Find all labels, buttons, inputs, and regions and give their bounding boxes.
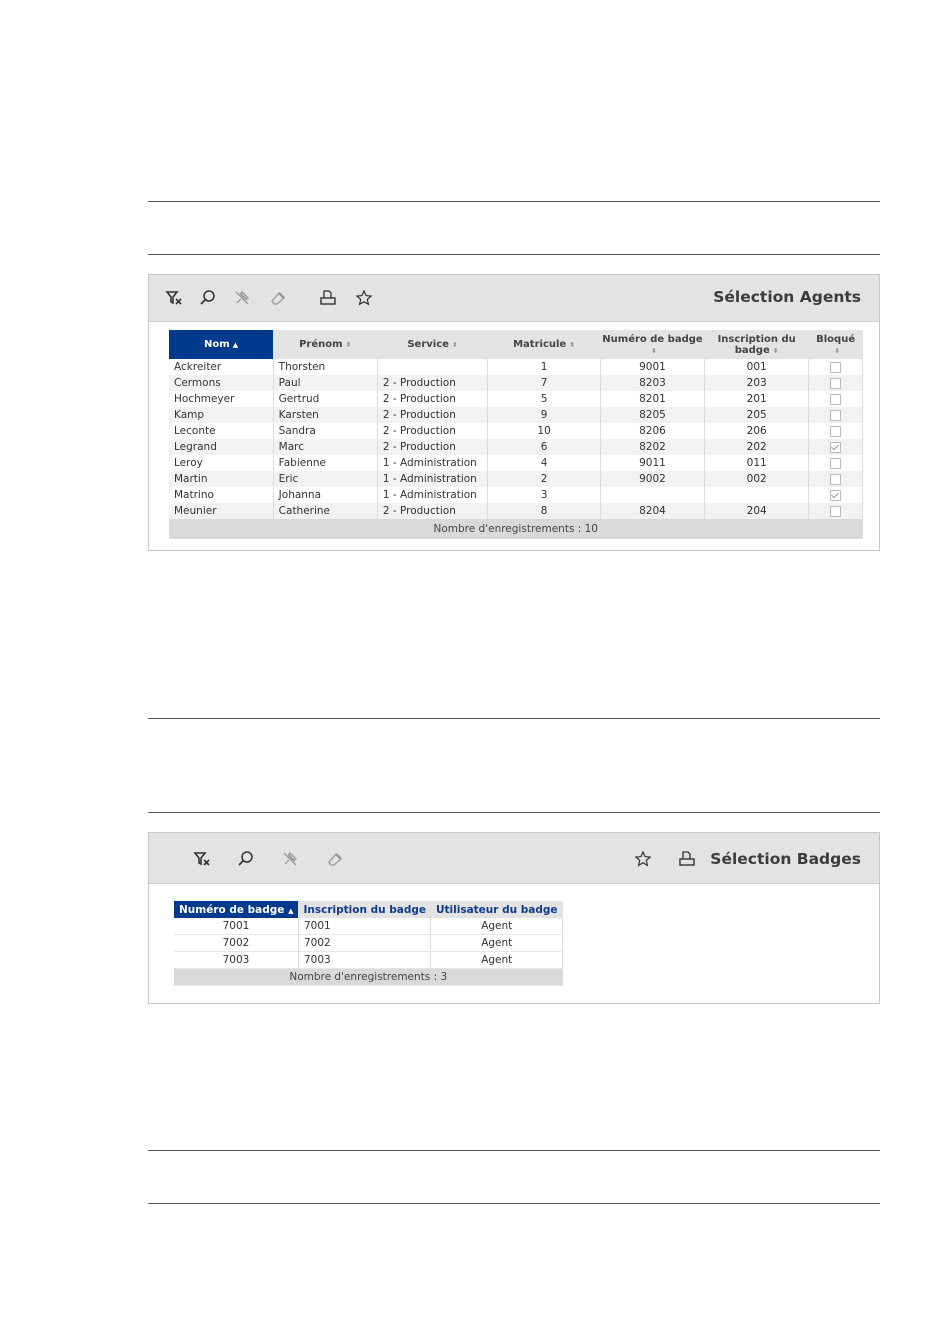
table-row[interactable] [169, 407, 863, 423]
cell-inscription: 002 [705, 471, 809, 487]
cell-bloque [809, 423, 863, 439]
divider [148, 812, 880, 813]
cell-nom: Leroy [169, 455, 273, 471]
table-row[interactable] [169, 503, 863, 519]
blocked-checkbox[interactable] [830, 410, 841, 421]
table-row[interactable] [169, 455, 863, 471]
cell-service: 2 - Production [377, 375, 487, 391]
favorite-star-icon[interactable] [353, 287, 375, 309]
cell-inscription: 7003 [298, 952, 431, 969]
cell-prenom: Catherine [273, 503, 377, 519]
table-row[interactable] [169, 375, 863, 391]
cell-matricule: 3 [488, 487, 601, 503]
cell-inscription: 202 [705, 439, 809, 455]
blocked-checkbox[interactable] [830, 426, 841, 437]
sort-icon: ⬍ [345, 341, 352, 349]
cell-bloque [809, 359, 863, 375]
blocked-checkbox[interactable] [830, 362, 841, 373]
cell-bloque [809, 503, 863, 519]
cell-bloque [809, 487, 863, 503]
cell-bloque [809, 375, 863, 391]
cell-badge: 9001 [600, 359, 704, 375]
sort-ascending-icon: ▲ [232, 341, 239, 349]
sort-icon: ⬍ [772, 346, 779, 355]
cell-matricule: 10 [488, 423, 601, 439]
cell-nom: Kamp [169, 407, 273, 423]
divider [148, 1203, 880, 1204]
cell-prenom: Karsten [273, 407, 377, 423]
panel-title: Sélection Badges [710, 850, 861, 868]
cell-inscription: 201 [705, 391, 809, 407]
cell-matricule: 1 [488, 359, 601, 375]
cell-inscription: 205 [705, 407, 809, 423]
cell-matricule: 2 [488, 471, 601, 487]
cell-numero: 7003 [174, 952, 298, 969]
cell-service: 2 - Production [377, 503, 487, 519]
column-header-bloque[interactable]: Bloqué ⬍ [809, 330, 863, 359]
cell-matricule: 8 [488, 503, 601, 519]
cell-inscription: 206 [705, 423, 809, 439]
sort-icon: ⬍ [834, 346, 841, 355]
cell-service: 1 - Administration [377, 471, 487, 487]
sort-icon: ⬍ [651, 346, 657, 355]
cell-bloque [809, 455, 863, 471]
divider [148, 718, 880, 719]
eraser-icon[interactable] [324, 848, 346, 870]
column-header-nom[interactable]: Nom ▲ [169, 330, 273, 359]
cell-badge: 9011 [600, 455, 704, 471]
cell-service: 1 - Administration [377, 455, 487, 471]
table-row[interactable] [169, 423, 863, 439]
agents-table [169, 330, 863, 539]
unpin-icon[interactable] [279, 848, 301, 870]
cell-prenom: Gertrud [273, 391, 377, 407]
badges-table [174, 901, 563, 986]
cell-bloque [809, 471, 863, 487]
blocked-checkbox[interactable] [830, 506, 841, 517]
filter-clear-icon[interactable] [163, 287, 185, 309]
cell-inscription: 203 [705, 375, 809, 391]
badges-toolbar [149, 833, 879, 884]
sort-icon: ⬍ [451, 341, 458, 349]
cell-utilisateur: Agent [431, 952, 563, 969]
cell-badge: 8203 [600, 375, 704, 391]
table-row[interactable] [169, 359, 863, 375]
cell-inscription: 011 [705, 455, 809, 471]
cell-badge: 8206 [600, 423, 704, 439]
cell-prenom: Johanna [273, 487, 377, 503]
cell-nom: Leconte [169, 423, 273, 439]
column-header-numero-badge[interactable]: Numéro de badge ▲ [174, 901, 298, 918]
blocked-checkbox[interactable] [830, 378, 841, 389]
cell-bloque [809, 391, 863, 407]
cell-prenom: Eric [273, 471, 377, 487]
cell-badge: 8201 [600, 391, 704, 407]
blocked-checkbox[interactable] [830, 394, 841, 405]
cell-nom: Hochmeyer [169, 391, 273, 407]
cell-matricule: 5 [488, 391, 601, 407]
blocked-checkbox[interactable] [830, 474, 841, 485]
table-row[interactable] [174, 952, 563, 969]
badges-selection-panel [148, 832, 880, 1004]
cell-nom: Martin [169, 471, 273, 487]
cell-inscription: 204 [705, 503, 809, 519]
column-header-service[interactable]: Service ⬍ [377, 330, 487, 359]
unpin-icon[interactable] [231, 287, 253, 309]
cell-inscription: 7001 [298, 918, 431, 935]
cell-service: 2 - Production [377, 391, 487, 407]
cell-service: 1 - Administration [377, 487, 487, 503]
blocked-checkbox[interactable] [830, 442, 841, 453]
blocked-checkbox[interactable] [830, 458, 841, 469]
record-count: Nombre d'enregistrements : 10 [169, 519, 863, 539]
cell-inscription: 001 [705, 359, 809, 375]
column-header-inscription-badge[interactable]: Inscription du badge [298, 901, 431, 918]
cell-badge: 8202 [600, 439, 704, 455]
divider [148, 1150, 880, 1151]
cell-matricule: 6 [488, 439, 601, 455]
column-header-matricule[interactable]: Matricule ⬍ [488, 330, 601, 359]
cell-badge: 9002 [600, 471, 704, 487]
column-header-utilisateur-badge[interactable]: Utilisateur du badge [431, 901, 563, 918]
cell-nom: Matrino [169, 487, 273, 503]
cell-service: 2 - Production [377, 407, 487, 423]
cell-utilisateur: Agent [431, 935, 563, 952]
filter-clear-icon[interactable] [191, 848, 213, 870]
cell-bloque [809, 407, 863, 423]
cell-badge [600, 487, 704, 503]
cell-bloque [809, 439, 863, 455]
cell-service: 2 - Production [377, 423, 487, 439]
cell-prenom: Fabienne [273, 455, 377, 471]
panel-title: Sélection Agents [713, 288, 861, 306]
blocked-checkbox[interactable] [830, 490, 841, 501]
cell-badge: 8204 [600, 503, 704, 519]
column-header-numero-badge[interactable]: Numéro de badge ⬍ [600, 330, 704, 359]
cell-utilisateur: Agent [431, 918, 563, 935]
cell-prenom: Paul [273, 375, 377, 391]
record-count: Nombre d'enregistrements : 3 [174, 969, 563, 986]
table-row[interactable] [169, 471, 863, 487]
table-row[interactable] [169, 439, 863, 455]
cell-numero: 7001 [174, 918, 298, 935]
cell-prenom: Marc [273, 439, 377, 455]
cell-badge: 8205 [600, 407, 704, 423]
table-row[interactable] [174, 918, 563, 935]
cell-service: 2 - Production [377, 439, 487, 455]
cell-prenom: Sandra [273, 423, 377, 439]
cell-numero: 7002 [174, 935, 298, 952]
print-icon[interactable] [317, 287, 339, 309]
divider [148, 201, 880, 202]
divider [148, 254, 880, 255]
table-row[interactable] [174, 935, 563, 952]
sort-icon: ⬍ [569, 341, 576, 349]
cell-matricule: 4 [488, 455, 601, 471]
cell-matricule: 7 [488, 375, 601, 391]
agents-toolbar [149, 275, 879, 322]
cell-service [377, 359, 487, 375]
table-row[interactable] [169, 391, 863, 407]
column-header-inscription-badge[interactable]: Inscription du badge ⬍ [705, 330, 809, 359]
cell-nom: Cermons [169, 375, 273, 391]
search-icon[interactable] [235, 848, 257, 870]
column-header-prenom[interactable]: Prénom ⬍ [273, 330, 377, 359]
search-icon[interactable] [197, 287, 219, 309]
cell-inscription [705, 487, 809, 503]
table-row[interactable] [169, 487, 863, 503]
sort-ascending-icon: ▲ [288, 906, 294, 915]
cell-nom: Legrand [169, 439, 273, 455]
cell-matricule: 9 [488, 407, 601, 423]
cell-inscription: 7002 [298, 935, 431, 952]
agents-selection-panel [148, 274, 880, 551]
cell-prenom: Thorsten [273, 359, 377, 375]
eraser-icon[interactable] [267, 287, 289, 309]
favorite-star-icon[interactable] [632, 848, 654, 870]
print-icon[interactable] [676, 848, 698, 870]
cell-nom: Ackreiter [169, 359, 273, 375]
cell-nom: Meunier [169, 503, 273, 519]
